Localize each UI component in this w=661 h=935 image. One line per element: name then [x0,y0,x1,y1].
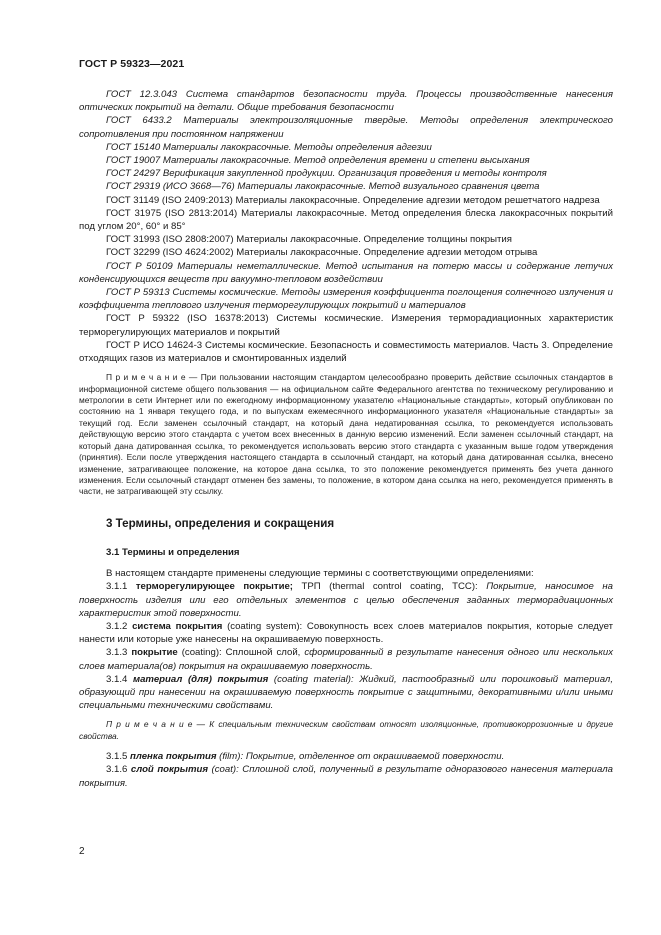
term-rest: (film): [216,751,246,763]
term-definition [79,673,613,713]
term-rest: (coat): [208,764,243,776]
ref-item: ГОСТ 6433.2 Материалы электроизоляционные твердые. Методы определения электрического сопротивления при постоянном напряжении [79,115,613,140]
term-def: сформированный в результате нанесения одного или нескольких слоев материала(ов) покрытия на окрашиваемую поверхность. [79,647,613,672]
term-name: слой покрытия [130,764,209,776]
ref-item: ГОСТ 29319 (ИСО 3668—76) Материалы лакокрасочные. Метод визуального сравнения цвета [106,181,540,193]
term-definition [79,750,613,763]
term-number: 3.1.6 [106,764,131,776]
term-definition [79,763,613,789]
term-rest: ТРП (thermal control coating, TCC): [293,581,487,593]
term-def: Покрытие, отделенное от окрашиваемой поверхности. [245,751,505,763]
term-definition [79,580,613,620]
term-number: 3.1.2 [106,620,133,632]
term-def: Покрытие, наносимое на поверхность изделия или его отдельных элементов с целью обеспечения заданных терморадиационных характеристик этой поверхности. [79,581,613,619]
section-title: 3 Термины, определения и сокращения [106,516,335,530]
ref-item: ГОСТ Р 59322 (ISO 16378:2013) Системы космические. Измерения терморадиационных характеристик терморегулирующих материалов и покрытий [79,313,613,338]
term-def: Жидкий, пастообразный или порошковый материал, образующий при нанесении на окрашиваемую поверхность покрытие с защитными, декоративными и/или иными специальными техническими свойствами. [79,673,613,712]
term-number: 3.1.4 [106,673,133,685]
term-rest: (coating system): Совокупность всех слоев материалов покрытия, которые следует нанести или которые уже нанесены на окрашиваемую поверхность. [79,620,613,646]
subsection-title: 3.1 Термины и определения [106,546,240,558]
ref-item: ГОСТ 24297 Верификация закупленной продукции. Организация проведения и методы контроля [106,168,547,180]
ref-item: ГОСТ 19007 Материалы лакокрасочные. Метод определения времени и степени высыхания [106,155,530,167]
term-name: материал (для) покрытия [133,673,269,685]
ref-item: ГОСТ 31149 (ISO 2409:2013) Материалы лакокрасочные. Определение адгезии методом решетчатого надреза [106,194,600,206]
term-definition [79,646,613,672]
term-definition [79,620,613,646]
note-properties: П р и м е ч а н и е — К специальным техническим свойствам относят изоляционные, противокоррозионные и другие свойства. [79,719,613,741]
term-name: терморегулирующее покрытие; [135,581,294,593]
term-name: система покрытия [132,620,223,632]
document-header: ГОСТ Р 59323—2021 [79,58,185,70]
ref-item: ГОСТ Р 50109 Материалы неметаллические. Метод испытания на потерю массы и содержание летучих конденсирующихся веществ при вакуумно-тепловом воздействии [79,260,613,285]
term-def: Сплошной слой, полученный в результате одноразового нанесения материала покрытия. [79,764,613,789]
page-content [79,88,613,790]
terms-intro: В настоящем стандарте применены следующие термины с соответствующими определениями: [106,568,534,580]
page-number: 2 [79,846,85,857]
term-name: покрытие [131,647,178,659]
ref-item: ГОСТ Р ИСО 14624-3 Системы космические. Безопасность и совместимость материалов. Часть 3. Определение отходящих газов из материалов и смонтированных изделий [79,339,613,365]
ref-item: ГОСТ 32299 (ISO 4624:2002) Материалы лакокрасочные. Определение адгезии методом отрыва [106,247,538,259]
term-rest: (coating): Сплошной слой, [177,647,305,659]
term-rest: (coating material): [268,673,360,685]
term-number: 3.1.5 [106,751,131,763]
ref-item: ГОСТ 31993 (ISO 2808:2007) Материалы лакокрасочные. Определение толщины покрытия [106,234,512,246]
term-number: 3.1.1 [106,581,136,593]
ref-item: ГОСТ 12.3.043 Система стандартов безопасности труда. Процессы производственные нанесения оптических покрытий на детали. Общие требования безопасности [79,89,613,114]
ref-item: ГОСТ Р 59313 Системы космические. Методы измерения коэффициента поглощения солнечного излучения и коэффициента теплового излучения терморегулирующих покрытий и материалов [79,287,613,312]
note-references: П р и м е ч а н и е — При пользовании настоящим стандартом целесообразно проверить действие ссылочных стандартов в информационной системе общего пользования — на официальном сайте Федерального агентства по техническому регулированию и метрологии в сети Интернет или по ежегодному информационному указателю «Национальные стандарты», который опубликован по состоянию на 1 января текущего года, и по выпускам ежемесячного информационного указателя «Национальные стандарты» за текущий год. Если заменен ссылочный стандарт, на который дана недатированная ссылка, то рекомендуется использовать действующую версию этого стандарта с учетом всех внесенных в данную версию изменений. Если заменен ссылочный стандарт, на который дана датированная ссылка, то рекомендуется использовать версию этого стандарта с указанным выше годом утверждения (принятия). Если после утверждения настоящего стандарта в ссылочный стандарт, на который дана датированная ссылка, внесено изменение, затрагивающее положение, на которое дана ссылка, то это положение рекомендуется применять без учета данного изменения. Если ссылочный стандарт отменен без замены, то положение, в котором дана ссылка на него, рекомендуется применять в части, не затрагивающей эту ссылку. [79,372,613,497]
ref-item: ГОСТ 15140 Материалы лакокрасочные. Методы определения адгезии [106,141,432,153]
ref-item: ГОСТ 31975 (ISO 2813:2014) Материалы лакокрасочные. Метод определения блеска лакокрасочных покрытий под углом 20°, 60° и 85° [79,207,613,233]
term-number: 3.1.3 [106,647,132,659]
term-name: пленка покрытия [130,751,217,763]
